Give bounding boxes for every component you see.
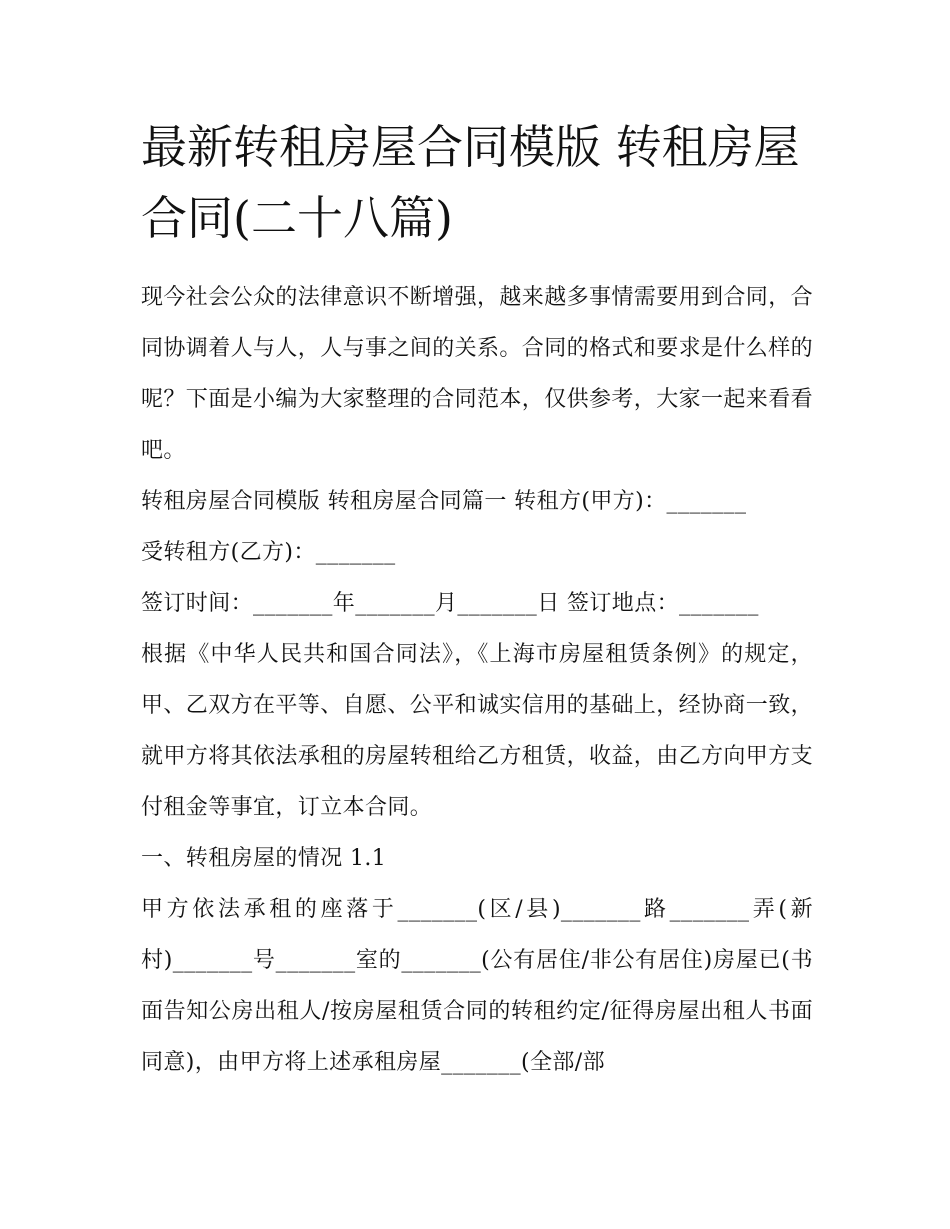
legal-basis-paragraph: 根据《中华人民共和国合同法》，《上海市房屋租赁条例》的规定，甲、乙双方在平等、自愿、公平和诚实信用的基础上，经协商一致，就甲方将其依法承租的房屋转租给乙方租赁，收益，由乙方向甲方支付租金等事宜，订立本合同。 bbox=[141, 642, 814, 820]
signing-time-place-line: 签订时间：_______年_______月_______日 签订地点：_______ bbox=[141, 591, 759, 616]
section-heading-1: 一、转租房屋的情况 1.1 bbox=[141, 846, 387, 871]
contract-heading-lessor: 转租房屋合同模版 转租房屋合同篇一 转租方(甲方)：_______ bbox=[141, 489, 747, 514]
lessee-line: 受转租方(乙方)：_______ bbox=[141, 540, 396, 565]
document-title: 最新转租房屋合同模版 转租房屋合同(二十八篇) bbox=[141, 120, 800, 245]
intro-paragraph: 现今社会公众的法律意识不断增强，越来越多事情需要用到合同，合同协调着人与人，人与事之间的关系。合同的格式和要求是什么样的呢？下面是小编为大家整理的合同范本，仅供参考，大家一起来看看吧。 bbox=[141, 285, 814, 463]
property-description-paragraph: 甲方依法承租的座落于_______(区/县)_______路_______弄(新村)_______号_______室的_______(公有居住/非公有居住)房屋已(书面告知公房出租人/按房屋租赁合同的转租约定/征得房屋出租人书面同意)，由甲方将上述承租房屋_______(全部/部 bbox=[141, 897, 813, 1075]
document-page bbox=[141, 112, 813, 1088]
